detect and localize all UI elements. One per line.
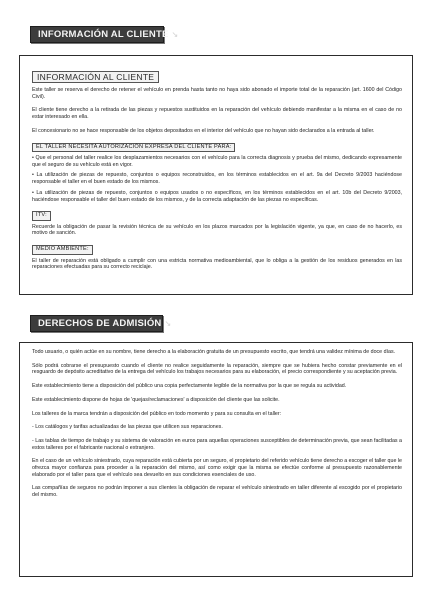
derechos-admision-box	[19, 342, 413, 577]
paragraph-talleres-marca: Los talleres de la marca tendrán a disposición del público en todo momento y para su consulta en el taller:	[32, 410, 282, 417]
paragraph-companias-seguros: Las compañías de seguros no podrán imponer a sus clientes la obligación de reparar el vehículo siniestrado en taller diferente al escogido por el propietario del mismo.	[32, 485, 402, 499]
informacion-cliente-box	[19, 55, 413, 295]
section-banner-derechos	[30, 315, 172, 332]
informacion-heading: INFORMACIÓN AL CLIENTE	[32, 71, 159, 83]
autorizacion-tag: EL TALLER NECESITA AUTORIZACIÓN EXPRESA DEL CLIENTE PARA:	[32, 143, 235, 153]
paragraph-cobro-presupuesto: Sólo podrá cobrarse el presupuesto cuando el cliente no realice seguidamente la reparación, siempre que se hubiera hecho constar previamente en el resguardo de depósito acreditativo de la entrega del vehículo los trabajos necesarios para su elaboración, el precio correspondiente y su aceptación previa.	[32, 362, 402, 376]
paragraph-catalogos: - Los catálogos y tarifas actualizadas de las piezas que utilicen sus reparaciones.	[32, 424, 223, 431]
paragraph-objetos: El concesionario no se hace responsable de los objetos depositados en el interior del vehículo que no hayan sido declarados a la entrada al taller.	[32, 127, 375, 134]
paragraph-siniestrado: En el caso de un vehículo siniestrado, cuya reparación está cubierta por un seguro, el propietario del referido vehículo tiene derecho a escoger el taller que le ofrezca mayor confianza para proceder a la reparación del mismo, así como exigir que la misma se efectúe conforme al presupuesto razonablemente elaborado por el taller para que el vehículo sea devuelto en sus condiciones esenciales de uso.	[32, 458, 402, 478]
paragraph-piezas-usadas: • La utilización de piezas de repuesto, conjuntos o equipos usados o no específicos, en los términos establecidos en el art. 10b del Decreto 9/2003, haciéndose responsable el taller del buen estado de los mismos, y de la correcta adaptación de las piezas no específicas.	[32, 189, 402, 203]
paragraph-retencion: Este taller se reserva el derecho de retener el vehículo en prenda hasta tanto no haya sido abonado el importe total de la reparación (art. 1600 del Código Civil).	[32, 87, 402, 100]
section-banner-informacion	[30, 26, 179, 43]
banner-arrow-icon: ↘	[171, 30, 179, 39]
banner-title: DERECHOS DE ADMISIÓN	[38, 318, 162, 329]
medio-ambiente-tag: MEDIO AMBIENTE:	[32, 245, 93, 255]
banner-arrow-icon: ↘	[164, 319, 172, 328]
paragraph-piezas-reconstruidas: • La utilización de piezas de repuesto, conjuntos o equipos reconstruidos, en los términos establecidos en el art. 9a del Decreto 9/2003 haciéndose responsable el taller en el buen estado de los mismos.	[32, 172, 402, 186]
paragraph-hojas-reclamaciones: Este establecimiento dispone de hojas de 'quejas/reclamaciones' a disposición del cliente que las solicite.	[32, 396, 280, 403]
paragraph-desplazamientos: • Que el personal del taller realice los desplazamientos necesarios con el vehículo para la correcta diagnosis y prueba del mismo, dedicando expresamente que el seguro de su vehículo está en vigor.	[32, 155, 402, 168]
banner-title: INFORMACIÓN AL CLIENTE	[38, 29, 169, 40]
paragraph-piezas-sustituidas: El cliente tiene derecho a la retirada de las piezas y repuestos sustituidos en la reparación del vehículo debiendo manifestar a la misma en el caso de no estar interesado en ella.	[32, 107, 402, 121]
paragraph-presupuesto-gratuito: Todo usuario, o quién actúe en su nombre, tiene derecho a la elaboración gratuita de un presupuesto escrito, que tendrá una validez mínima de doce días.	[32, 349, 396, 355]
paragraph-tablas-tiempo: - Las tablas de tiempo de trabajo y su sistema de valoración en euros para aquellas operaciones susceptibles de determinación previa, que sean facilitadas a estos talleres por el fabricante nacional o extranjero.	[32, 437, 402, 451]
itv-tag: ITV:	[32, 211, 51, 221]
paragraph-normativa: Este establecimiento tiene a disposición del público una copia perfectamente legible de la normativa por la que se regula su actividad.	[32, 383, 347, 390]
paragraph-itv: Recuerde la obligación de pasar la revisión técnica de su vehículo en los plazos marcados por la legislación vigente, ya que, en caso de no hacerlo, es motivo de sanción.	[32, 223, 402, 237]
paragraph-medio-ambiente: El taller de reparación está obligado a cumplir con una estricta normativa medioambiental, que lo obliga a la gestión de los residuos generados en las reparaciones efectuadas para su correcto reciclaje.	[32, 257, 402, 271]
